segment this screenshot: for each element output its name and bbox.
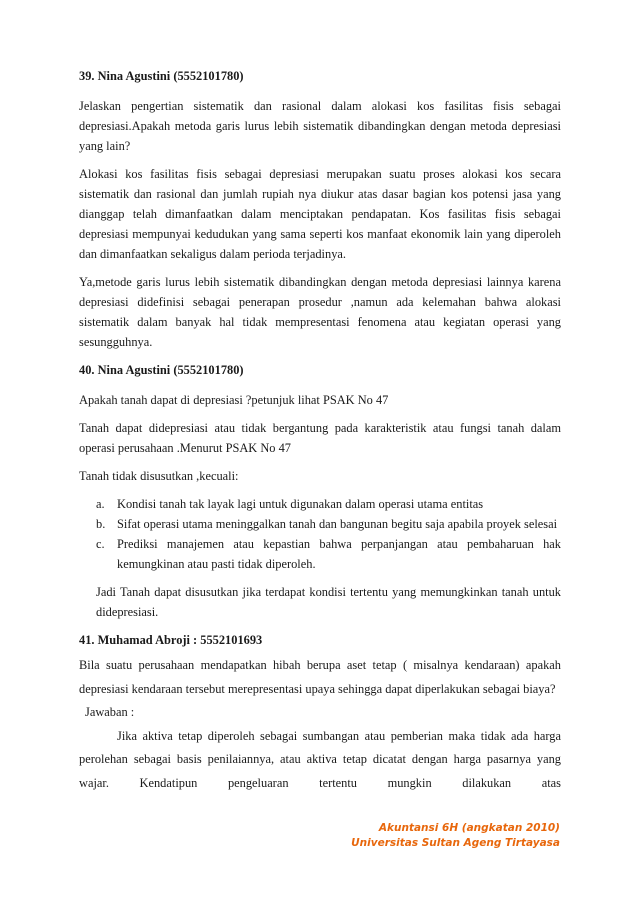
section-41-heading: 41. Muhamad Abroji : 5552101693 <box>79 633 263 647</box>
section-41-answer: Jika aktiva tetap diperoleh sebagai sumbangan atau pemberian maka tidak ada harga perolehan sebagai basis penilaiannya, atau aktiva tetap dicatat dengan harga pasarnya yang wajar. Kendatipun pengeluaran tertentu mungkin dilakukan atas <box>79 728 561 790</box>
list-item <box>79 514 561 534</box>
section-40-conclusion: Jadi Tanah dapat disusutkan jika terdapat kondisi tertentu yang memungkinkan tanah untuk didepresiasi. <box>96 585 561 619</box>
list-marker: b. <box>96 517 106 531</box>
section-39-heading: 39. Nina Agustini (5552101780) <box>79 69 244 83</box>
section-40-answer-2: Tanah tidak disusutkan ,kecuali: <box>79 469 239 483</box>
page-footer <box>351 821 560 851</box>
section-41-question: Bila suatu perusahaan mendapatkan hibah berupa aset tetap ( misalnya kendaraan) apakah depresiasi kendaraan tersebut merepresentasi upaya sehingga dapat diperlakukan sebagai biaya? <box>79 658 561 696</box>
list-marker: c. <box>96 537 105 551</box>
section-40-question: Apakah tanah dapat di depresiasi ?petunjuk lihat PSAK No 47 <box>79 393 389 407</box>
section-40-exception-list <box>79 494 561 574</box>
list-item <box>79 534 561 574</box>
list-item-text: Prediksi manajemen atau kepastian bahwa perpanjangan atau pembaharuan hak kemungkinan atau pasti tidak diperoleh. <box>117 537 561 571</box>
list-item-text: Kondisi tanah tak layak lagi untuk digunakan dalam operasi utama entitas <box>117 497 484 511</box>
footer-course-line: Akuntansi 6H (angkatan 2010) <box>378 822 560 834</box>
section-39-answer-2: Ya,metode garis lurus lebih sistematik dibandingkan dengan metoda depresiasi lainnya karena depresiasi didefinisi sebagai penerapan prosedur ,namun ada kelemahan bahwa alokasi sistematik dalam banyak hal tidak mempresentasi fenomena atau kegiatan operasi yang sesungguhnya. <box>79 275 561 349</box>
document-body <box>79 66 561 795</box>
list-item-text: Sifat operasi utama meninggalkan tanah dan bangunan begitu saja apabila proyek selesai <box>117 517 558 531</box>
section-39-answer-1: Alokasi kos fasilitas fisis sebagai depresiasi merupakan suatu proses alokasi kos secara sistematik dan rasional dan jumlah rupiah nya diukur atas dasar bagian kos potensi jasa yang dianggap telah dimanfaatkan dalam menciptakan pendapatan. Kos fasilitas fisis sebagai depresiasi mempunyai kedudukan yang sama seperti kos manfaat ekonomik lain yang diperoleh dan dimanfaatkan sekaligus dalam perioda terjadinya. <box>79 167 561 261</box>
section-40-answer-1: Tanah dapat didepresiasi atau tidak bergantung pada karakteristik atau fungsi tanah dalam operasi perusahaan .Menurut PSAK No 47 <box>79 421 561 455</box>
section-40-heading: 40. Nina Agustini (5552101780) <box>79 363 244 377</box>
list-item <box>79 494 561 514</box>
jawaban-label: Jawaban : <box>85 705 135 719</box>
list-marker: a. <box>96 497 105 511</box>
footer-university-line: Universitas Sultan Ageng Tirtayasa <box>351 837 560 849</box>
section-39-question: Jelaskan pengertian sistematik dan rasional dalam alokasi kos fasilitas fisis sebagai depresiasi.Apakah metoda garis lurus lebih sistematik dibandingkan dengan metoda depresiasi yang lain? <box>79 99 561 153</box>
